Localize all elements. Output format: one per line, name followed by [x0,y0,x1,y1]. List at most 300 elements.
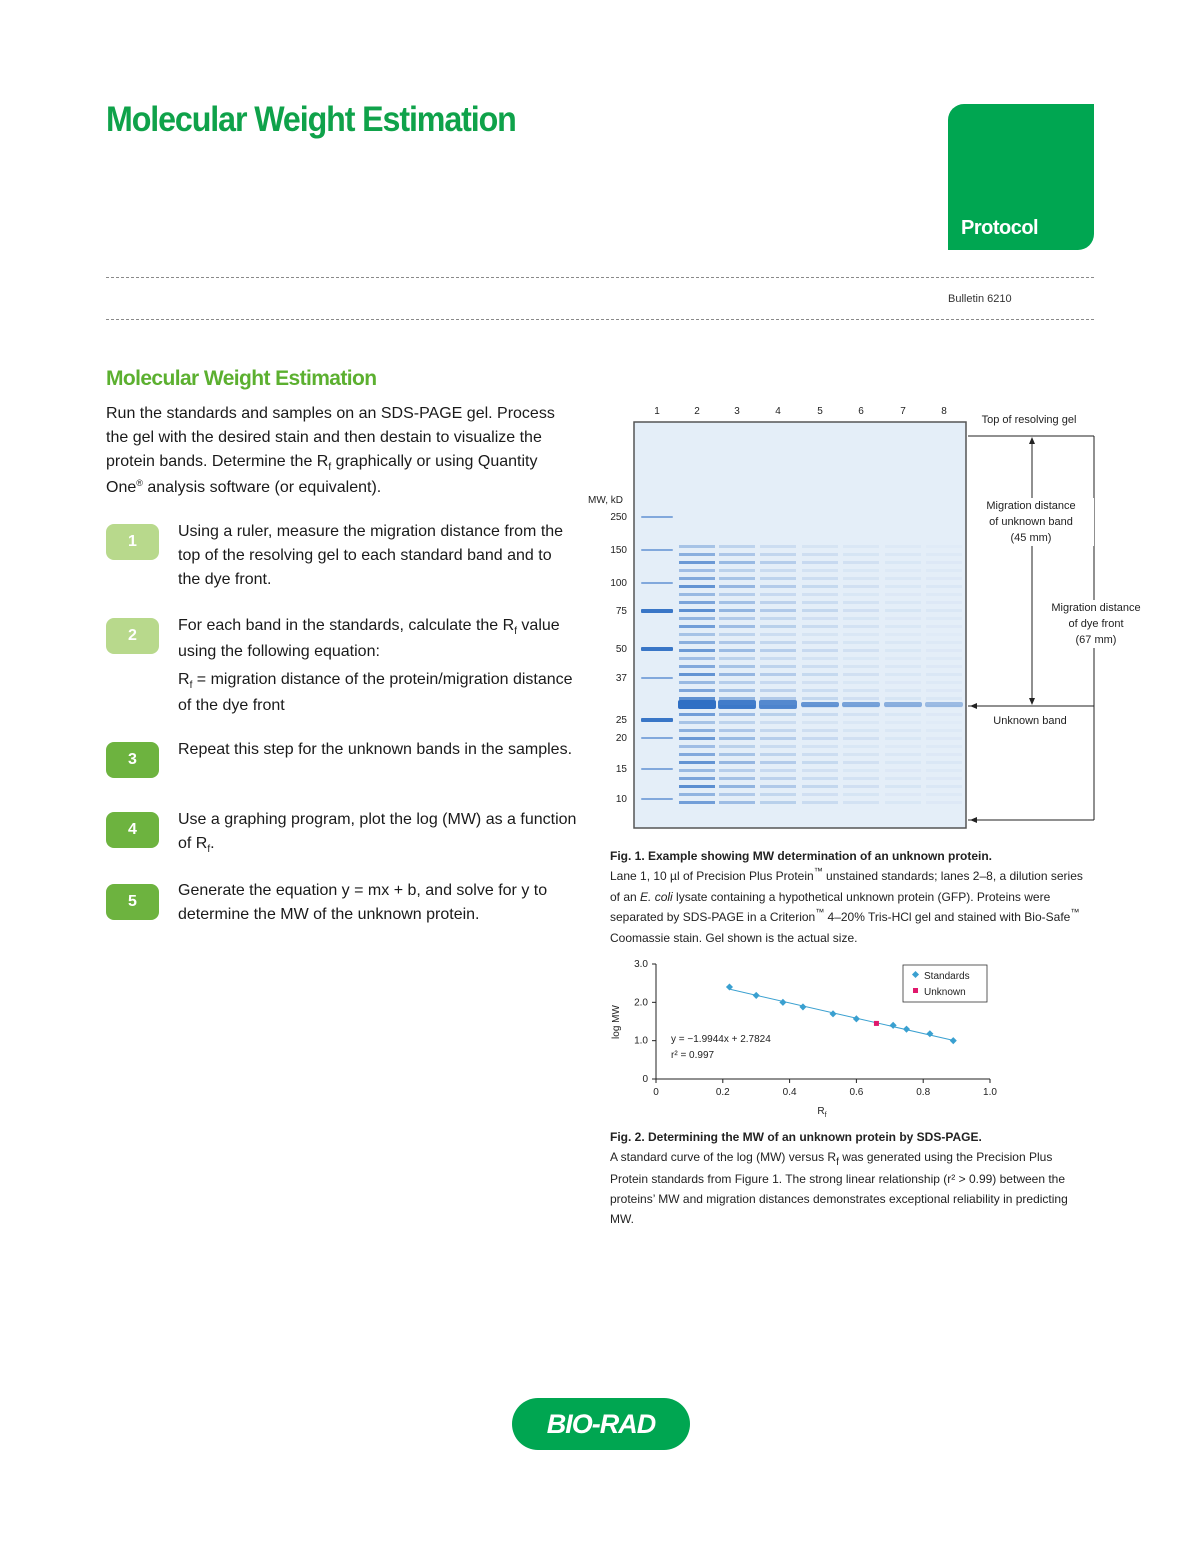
lysate-band [679,673,715,676]
lysate-band [843,617,879,620]
lysate-band [719,569,755,572]
step-2-sub: f [514,626,517,637]
lysate-band [679,689,715,692]
lysate-band [802,665,838,668]
lysate-band [719,561,755,564]
lysate-band [843,761,879,764]
standards-point [903,1026,910,1033]
lysate-band [843,585,879,588]
lysate-band [843,729,879,732]
marker-label: 10 [615,794,627,805]
lane-label: 6 [858,406,864,417]
lysate-band [679,793,715,796]
lysate-band [926,801,962,804]
lysate-band [760,721,796,724]
chart-x-label: $R_f$ [817,1106,827,1119]
lysate-band [719,793,755,796]
lysate-band [843,801,879,804]
unknown-protein-band [801,702,839,707]
standards-point [829,1010,836,1017]
lysate-band [926,633,962,636]
lysate-band [843,681,879,684]
standard-band [641,798,673,800]
arrow-down-icon [1029,698,1035,705]
marker-label: 25 [615,715,627,726]
lysate-band [843,601,879,604]
lysate-band [760,553,796,556]
lysate-band [760,673,796,676]
marker-label: 100 [610,578,627,589]
lysate-band [802,689,838,692]
lysate-band [843,545,879,548]
marker-label: 150 [610,545,627,556]
lysate-band [843,721,879,724]
standards-point [853,1015,860,1022]
legend-unknown-marker [913,988,918,993]
lysate-band [926,609,962,612]
lysate-band [760,681,796,684]
lysate-band [802,737,838,740]
x-tick-label: 0.2 [715,1087,730,1098]
marker-label: 75 [615,606,627,617]
ann-unknown-2: of unknown band [989,516,1073,528]
lysate-band [926,561,962,564]
lysate-band [760,769,796,772]
lane-label: 8 [941,406,947,417]
lysate-band [802,793,838,796]
lysate-band [885,729,921,732]
step-2-text [178,614,578,664]
lysate-band [679,649,715,652]
arrow-left-icon [970,703,977,709]
standard-band [641,549,673,551]
fig1-tm-2: ™ [815,907,825,917]
lysate-band [760,697,796,700]
lysate-band [719,745,755,748]
lysate-band [679,609,715,612]
fig1-text-b: unstained standards; lanes 2–8, a dilution series of an [610,869,1083,904]
lysate-band [843,689,879,692]
lysate-band [719,737,755,740]
step-2-text-a: For each band in the standards, calculate the R [178,617,515,634]
lysate-band [760,641,796,644]
x-tick-label: 0.8 [916,1087,931,1098]
lysate-band [760,545,796,548]
lysate-band [802,729,838,732]
lysate-band [802,681,838,684]
intro-text-2: graphically or using Quantity One [106,453,538,496]
step-3-badge: 3 [106,742,159,778]
lysate-band [802,577,838,580]
lysate-band [679,761,715,764]
lysate-band [885,569,921,572]
lysate-band [760,801,796,804]
lysate-band [760,761,796,764]
lysate-band [802,777,838,780]
lysate-band [760,561,796,564]
lysate-band [679,745,715,748]
lysate-band [885,593,921,596]
lysate-band [926,617,962,620]
lysate-band [679,785,715,788]
lysate-band [802,713,838,716]
lysate-band [679,633,715,636]
lysate-band [719,617,755,620]
lysate-band [719,697,755,700]
legend-standards-label: Standards [924,971,970,982]
lysate-band [802,761,838,764]
x-tick-label: 0.4 [782,1087,797,1098]
lysate-band [679,657,715,660]
page-title: Molecular Weight Estimation [106,100,516,139]
lysate-band [843,561,879,564]
logo-text: BIO-RAD [546,1408,656,1439]
lysate-band [760,785,796,788]
ann-unknown-1: Migration distance [986,500,1076,512]
standard-band [641,582,673,584]
fig1-caption [610,846,1090,948]
lane-label: 5 [817,406,823,417]
lysate-band [885,761,921,764]
lysate-band [802,633,838,636]
lysate-band [719,657,755,660]
standard-band [641,737,673,739]
chart-r-squared: r² = 0.997 [671,1050,715,1061]
marker-labels [610,512,627,805]
lane-label: 1 [654,406,660,417]
lysate-band [719,761,755,764]
lysate-band [926,785,962,788]
step-4-text [178,808,578,858]
step-2-equation [178,668,578,718]
lysate-band [926,673,962,676]
step-2-text-b: value using the following equation: [178,617,560,660]
chart-equation: y = −1.9944x + 2.7824 [671,1034,771,1045]
lysate-band [926,569,962,572]
gel-figure [560,395,1120,845]
lysate-band [802,657,838,660]
lane-label: 7 [900,406,906,417]
fig1-ecoli: E. coli [640,890,673,904]
lysate-band [843,777,879,780]
bio-rad-logo [512,1398,690,1450]
step-2-eq-a: R [178,671,190,688]
lysate-band [679,729,715,732]
ann-unknown-3: (45 mm) [1010,532,1052,544]
lysate-band [926,665,962,668]
lysate-band [802,673,838,676]
lysate-band [885,681,921,684]
lysate-band [760,777,796,780]
lysate-band [926,777,962,780]
lysate-band [885,625,921,628]
standard-band [641,677,673,679]
lysate-band [802,593,838,596]
divider-bottom [106,319,1094,320]
lysate-band [760,745,796,748]
lysate-band [885,601,921,604]
lysate-band [802,641,838,644]
lysate-band [719,777,755,780]
lysate-band [760,617,796,620]
lysate-band [843,745,879,748]
standard-band [641,718,673,722]
fig1-text-c: lysate containing a hypothetical unknown protein (GFP). Proteins were separated by SDS-PAGE in a Criterion [610,890,1051,924]
ann-dye-1: Migration distance [1051,602,1141,614]
lysate-band [760,569,796,572]
section-heading: Molecular Weight Estimation [106,367,377,390]
lysate-band [843,697,879,700]
lysate-band [679,777,715,780]
lysate-band [719,801,755,804]
standards-point [753,992,760,999]
lane-label: 4 [775,406,781,417]
marker-label: 37 [615,673,627,684]
lysate-band [885,673,921,676]
lysate-band [885,793,921,796]
lysate-band [843,633,879,636]
lysate-band [885,609,921,612]
step-2-eq-b: = migration distance of the protein/migration distance of the dye front [178,671,573,714]
standard-band [641,647,673,651]
intro-registered: ® [136,478,143,488]
intro-text-3: analysis software (or equivalent). [142,479,382,496]
lysate-band [719,753,755,756]
lysate-band [802,753,838,756]
standard-band [641,609,673,613]
step-4-sub: f [207,844,211,855]
lysate-band [926,649,962,652]
fig2-sub: f [836,1157,839,1168]
lysate-band [885,617,921,620]
intro-text-1: Run the standards and samples on an SDS-PAGE gel. Process the gel with the desired stain and then destain to visualize the protein bands. Determine the R [106,405,555,470]
lysate-band [843,625,879,628]
marker-label: 50 [615,644,627,655]
ann-dye-3: (67 mm) [1075,634,1117,646]
lysate-band [843,665,879,668]
lysate-band [802,617,838,620]
lysate-band [802,625,838,628]
lysate-band [719,665,755,668]
lysate-band [679,681,715,684]
lysate-band [926,577,962,580]
fig1-text-e: Coomassie stain. Gel shown is the actual size. [610,931,858,945]
lysate-band [885,585,921,588]
lysate-band [802,801,838,804]
step-3-text: Repeat this step for the unknown bands in the samples. [178,741,573,758]
lysate-band [843,737,879,740]
lysate-band [926,753,962,756]
lysate-band [802,721,838,724]
lysate-band [885,689,921,692]
lysate-band [802,745,838,748]
lysate-band [719,625,755,628]
step-1-text: Using a ruler, measure the migration distance from the top of the resolving gel to each standard band and to the dye front. [178,523,564,588]
chart-legend [903,965,987,1002]
lysate-band [843,577,879,580]
lysate-band [926,585,962,588]
fig1-text-d: 4–20% Tris-HCl gel and stained with Bio-Safe [824,910,1071,924]
standard-band [641,768,673,770]
standards-point [890,1022,897,1029]
lysate-band [885,721,921,724]
lane-label: 2 [694,406,700,417]
lysate-band [926,545,962,548]
marker-label: 250 [610,512,627,523]
lysate-band [679,753,715,756]
lysate-band [679,713,715,716]
lysate-band [802,649,838,652]
lysate-band [885,665,921,668]
annotation-dye-distance [1040,600,1152,648]
lysate-band [679,721,715,724]
unknown-protein-band [925,702,963,707]
standards-point [799,1003,806,1010]
lysate-band [885,697,921,700]
standards-point [779,999,786,1006]
standards-point [926,1030,933,1037]
lysate-band [926,657,962,660]
step-4-text-b: . [210,835,215,852]
lysate-band [760,585,796,588]
lysate-band [926,681,962,684]
lysate-band [885,553,921,556]
lysate-band [679,617,715,620]
standard-band [641,516,673,518]
lysate-band [885,769,921,772]
lysate-band [719,681,755,684]
lysate-band [679,601,715,604]
lysate-band [843,553,879,556]
unknown-protein-band [884,702,922,707]
bulletin-number: Bulletin 6210 [948,293,1012,305]
lysate-band [926,697,962,700]
lysate-band [719,689,755,692]
lysate-band [885,545,921,548]
fig1-title: Fig. 1. Example showing MW determination of an unknown protein. [610,849,993,863]
lysate-band [760,609,796,612]
lysate-band [802,569,838,572]
lysate-band [719,721,755,724]
lysate-band [843,793,879,796]
mw-label: MW, kD [588,495,623,506]
lysate-band [926,745,962,748]
divider-top [106,277,1094,278]
chart-y-label: log MW [611,1005,622,1039]
lysate-band [679,641,715,644]
lysate-band [802,545,838,548]
lysate-band [885,641,921,644]
lysate-band [802,785,838,788]
lysate-band [802,769,838,772]
legend-unknown-label: Unknown [924,987,966,998]
lysate-band [926,641,962,644]
lysate-band [802,609,838,612]
step-5-text: Generate the equation y = mx + b, and solve for y to determine the MW of the unknown protein. [178,882,548,923]
lysate-band [679,769,715,772]
marker-label: 15 [615,764,627,775]
lysate-band [679,801,715,804]
lysate-band [719,769,755,772]
lane-labels [654,406,947,417]
lysate-band [885,785,921,788]
lysate-band [843,769,879,772]
lysate-band [926,689,962,692]
lysate-band [843,593,879,596]
lysate-band [885,561,921,564]
lysate-band [719,593,755,596]
arrow-left-icon [970,817,977,823]
lysate-band [679,697,715,700]
lysate-band [760,625,796,628]
lysate-band [843,641,879,644]
lysate-band [760,593,796,596]
lysate-band [843,657,879,660]
lysate-band [719,577,755,580]
step-5-badge: 5 [106,884,159,920]
lysate-band [679,585,715,588]
lysate-band [760,689,796,692]
lysate-band [885,801,921,804]
x-tick-label: 1.0 [983,1087,997,1098]
lysate-band [679,737,715,740]
lysate-band [843,649,879,652]
fig2-text-b: was generated using the Precision Plus Protein standards from Figure 1. The strong linear relationship (r² > 0.99) between the proteins’ MW and migration distances demonstrates exceptional reliability in predicting MW. [610,1150,1068,1226]
x-tick-label: 0 [653,1087,659,1098]
lysate-band [760,601,796,604]
lysate-band [760,657,796,660]
lysate-band [843,569,879,572]
lysate-band [719,785,755,788]
lysate-band [760,633,796,636]
lysate-band [760,737,796,740]
lysate-band [926,593,962,596]
lysate-band [719,545,755,548]
lysate-band [719,601,755,604]
lysate-band [885,737,921,740]
lysate-band [760,649,796,652]
lysate-band [760,729,796,732]
lysate-band [843,753,879,756]
x-tick-label: 0.6 [849,1087,864,1098]
standard-curve-chart [600,950,1020,1120]
lysate-band [926,625,962,628]
lysate-band [802,697,838,700]
y-tick-label: 1.0 [634,1035,648,1047]
lysate-band [760,577,796,580]
lysate-band [679,577,715,580]
step-2-badge: 2 [106,618,159,654]
lysate-band [885,713,921,716]
fig1-tm-1: ™ [813,866,823,876]
protocol-tab [948,104,1094,250]
intro-paragraph [106,402,576,501]
fig1-text-a: Lane 1, 10 µl of Precision Plus Protein [610,869,814,883]
step-4-badge: 4 [106,812,159,848]
lysate-band [802,553,838,556]
fig2-caption [610,1127,1090,1229]
lysate-band [885,649,921,652]
lysate-band [885,753,921,756]
intro-subscript: f [328,462,332,473]
fig1-tm-3: ™ [1070,907,1080,917]
step-2-eq-sub: f [189,680,193,691]
lysate-band [760,713,796,716]
fig2-title: Fig. 2. Determining the MW of an unknown protein by SDS-PAGE. [610,1130,982,1144]
lysate-band [719,713,755,716]
lysate-band [719,585,755,588]
lysate-band [885,745,921,748]
